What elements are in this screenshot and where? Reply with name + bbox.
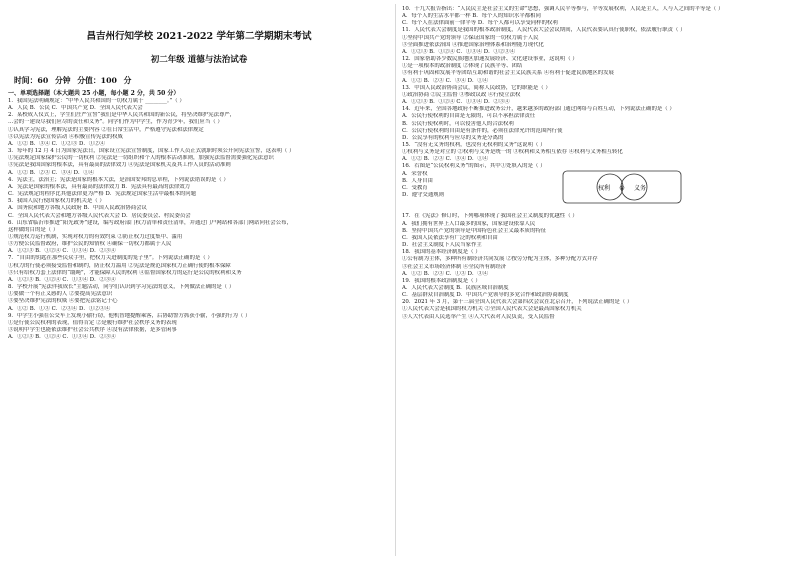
question-line: ①是行使公民权利的表现，值得肯定 ②是履行维护社会秩序义务的表现 <box>8 319 177 326</box>
question-16-option-a: A．荣誉权 <box>402 170 428 177</box>
question-line: ③以宪法为宪法宣传活动 ④积极宣传宪法的权威 <box>8 133 123 140</box>
question-line: A．人民代表大会制度 B．民族区域自治制度 <box>402 285 509 291</box>
question-line: 6．山东省临沂市推进“阳光政务”建设，编写政府部门权力清单和责任清单，并通过门户网站和各部门网站向社会公布， <box>8 219 292 226</box>
question-line: A．每个人的生活水平都一样 B．每个人的知识水平都相同 <box>402 13 541 20</box>
question-line: A．①②③ B．①②④ C．①③④ D．②③④ <box>8 276 116 283</box>
question-line: A．①② B．②③ C．③④ D．①④ <box>402 77 489 84</box>
question-line: ①规范权力运行机制，实现对权力的有效约束 ②防止权力过度集中、滥用 <box>8 233 183 240</box>
question-line: C．全国人民代表大会和地方各级人民代表大会 D．居民委员会、村民委员会 <box>8 212 191 219</box>
exam-title: 昌吉州行知学校 2021-2022 学年第二学期期末考试 <box>86 31 312 42</box>
question-line: D．社会主义制度下人民当家作主 <box>402 242 482 249</box>
question-line: A．宪法是国家的根本法，具有最高的法律效力 B．宪法具有最高的法律效力 <box>8 183 191 190</box>
question-line: 13．中国人民政治协商会议，简称人民政协，它的职能是（ ） <box>402 84 551 91</box>
right-question-lines-2 <box>402 213 784 320</box>
question-line: 4．宪法主，法治主；宪法是国家的根本大法，是治国安邦的总章程，下列说法错误的是（ ） <box>8 176 229 183</box>
right-column <box>402 6 784 321</box>
question-line: A．①② B．②③ C．③④ D．①④ <box>402 156 489 163</box>
question-line: 9．中学生小强在公交车上发现小偷行窃，他机智地提醒乘客，后协助警方抓获小偷，小强的行为（ ） <box>8 312 251 319</box>
question-line: ①宪法规定国家保护公民的一切权利 ②宪法是一切组织和个人的根本活动准则，加强宪法监督需要强化宪法意识 <box>8 155 274 162</box>
question-line: ③要坚决维护宪法的权威 ④要把宪法铭记于心 <box>8 298 118 305</box>
question-line: ①认真学习宪法，理解宪法的主要内容 ②在日常生活中，严格遵守宪法和法律规定 <box>8 126 204 133</box>
question-line: A．①② B．②③ C．③④ D．①④ <box>8 169 95 176</box>
question-line: 17．在《宪法》修订时，下列哪项体现了我国社会主义制度的优越性（ ） <box>402 213 578 220</box>
exam-meta: 时间：60 分钟 分值：100 分 <box>14 76 132 85</box>
question-line: 19．我国的根本政治制度是（ ） <box>402 277 481 284</box>
question-line: 8．学校开展“宪法伴我成长”主题活动，同学们认识到学习宪法的意义，下列做法正确的是（ ） <box>8 284 235 291</box>
question-line: A．①②③ B．①②④ C．①③④ D．②③④ <box>8 334 116 341</box>
question-line: ③有利于巩固和发展平等团结互助和谐的社会主义民族关系 ④有利于促进民族地区的发展 <box>402 70 614 77</box>
question-16 <box>402 163 784 213</box>
question-line: ①坚持中国共产党的领导 ②保证国家的一切权力属于人民 <box>402 34 539 41</box>
question-16-option-b: B．人身自由 <box>402 177 433 184</box>
question-16-option-d: D．遵守交通规则 <box>402 192 445 199</box>
question-line: B．公民行使权利时，可以侵害他人的合法权利 <box>402 120 514 127</box>
question-16-text: 16．右图是“公民权利义务”的图示，其中①处填入的是（ ） <box>402 163 546 170</box>
question-line: 18．我国的基本经济制度是（ ） <box>402 249 481 256</box>
question-line: 这样做的目的是（ ） <box>8 226 59 233</box>
question-line: A．①② B．③④ C．①②③ D．①②④ <box>8 140 105 147</box>
question-line: A．我们拥有世界上人口最多的国家，国家建设依靠人民 <box>402 220 536 227</box>
question-line: …会的一建设尽我们应尽的责任和义务”。同学们作为中学生，作为青少年，我们应当（ ） <box>8 119 223 126</box>
exam-subtitle: 初二年级 道德与法治试卷 <box>150 55 248 65</box>
question-line: ③宪法是我国国家的根本法，具有最高的法律效力 ④宪法是国家机关及其工作人员的活动准则 <box>8 162 231 169</box>
question-line: ①权力的行使必须接受监督和制约，防止权力滥用 ②宪法是规范国家权力正确行使的根本保障 <box>8 262 231 269</box>
question-line: ①要做一个有正义感的人 ②要提高宪法意识 <box>8 291 113 298</box>
diagram-left-label: 权利 <box>597 185 611 193</box>
question-16-option-c: C．受教育 <box>402 184 428 191</box>
question-line: 20．2021 年 3 月，第十三届全国人民代表大会第四次会议在北京召开，下列说法正确的是（ ） <box>402 299 633 306</box>
question-line: A．国务院和地方各级人民政府 B．中国人民政治协商会议 <box>8 205 147 212</box>
question-line: ③方便公民监督政府，维护公民的知情权 ④确保一切权力都属于人民 <box>8 241 172 248</box>
question-line: 12．国家帮助各少数民族地区加速发展经济、文化建设事业，这说明（ ） <box>402 56 578 63</box>
question-line: C．基层群众自治制度 D．中国共产党领导的多党合作和政治协商制度 <box>402 292 569 299</box>
question-line: A．①②③ B．①②④ C．①③④ D．②③④ <box>8 248 116 255</box>
question-line: ①权利与义务是对立的 ②权利与义务是统一的 ③权利和义务相互依存 ④权利与义务相互转化 <box>402 149 623 156</box>
question-line: 5．我国人民行使国家权力的机关是（ ） <box>8 198 105 205</box>
question-line: B．坚持中国共产党的领导是中国特色社会主义最本质的特征 <box>402 227 547 234</box>
question-line: 14．近年来，全国各地政府不断推进政务公开，越来越多的政府部门通过网络与百姓互动，下列说法正确的是（ ） <box>402 106 675 113</box>
question-line: ①人民代表大会是我国的权力机关 ②全国人民代表大会是最高国家权力机关 <box>402 306 582 313</box>
question-line: A．①② B．②③ C．①③ D．③④ <box>402 270 489 277</box>
question-line: 15．“没有无义务的权利，也没有无权利的义务”这说明（ ） <box>402 141 546 148</box>
question-line: ③社会主义市场经济体制 ④全民所有制经济 <box>402 263 507 270</box>
question-line: C．公民行使权利的自由是有条件的，必须在法律允许的范围内行使 <box>402 127 563 134</box>
diagram-right-label: 义务 <box>633 185 647 193</box>
question-line: 7．“自由的钥匙在那些民众手里，把权力关进制度的笼子里”。下列说法正确的是（ ） <box>8 255 213 262</box>
question-line: ③只有给权力套上法律的“缰绳”，才能保障人民的权利 ④监督国家权力的运行是公民的权利和义务 <box>8 269 242 276</box>
question-line: 10．十九大报告指出：“人民民主是社会主义的生命”思想，强调人民平等参与，平等发展权利，人民是主人，人与人之间的平等是（ ） <box>402 6 724 12</box>
question-line: C．宪法规定的程序比其他法律更为严格 D．宪法规定国家生活中最根本的问题 <box>8 191 197 198</box>
question-line: ③全面推进依法治国 ④推进国家治理体系和治理能力现代化 <box>402 41 544 48</box>
question-line: A．①②③ B．①②④ C．①③④ D．②③④ <box>402 99 510 106</box>
question-line: ①公有制为主体，多种所有制经济共同发展 ②按劳分配为主体，多种分配方式并存 <box>402 256 598 263</box>
question-line: ①政治协商 ②民主监督 ③参政议政 ④行使立法权 <box>402 91 521 98</box>
question-line: 1．我国宪法明确规定：“中华人民共和国的一切权力属于 ________。”（ ） <box>8 98 185 104</box>
question-line: A．①② B．①③ C．②③④ D．①②③④ <box>8 305 111 312</box>
column-divider <box>395 4 396 556</box>
question-line: ③人大代表由人民选举产生 ④人大代表对人民负责，受人民监督 <box>402 313 555 320</box>
question-line: D．公民享有的权利与应尽的义务是分离的 <box>402 134 504 141</box>
question-line: A．人民 B．公民 C．中国共产党 D．全国人民代表大会 <box>8 105 143 112</box>
question-line: C．每个人在法律面前一律平等 D．每个人都可以享受同样的权利 <box>402 20 558 27</box>
question-line: A．公民行使权利的自由是无限的，可以不承担法律责任 <box>402 113 536 120</box>
diagram-center-label: ① <box>619 185 625 193</box>
question-line: ①是一项根本的政治制度 ②体现了民族平等、团结 <box>402 63 523 70</box>
left-column <box>8 6 390 341</box>
right-question-lines <box>402 6 784 163</box>
left-question-lines <box>8 98 390 341</box>
question-line: 3．每年的 12 月 4 日为国家宪法日，国家设立宪法宣誓制度，国家工作人员正式就职时须公开向宪法宣誓，这表明（ ） <box>8 148 295 155</box>
section-heading: 一、单项选择题（本大题共 25 小题，每小题 2 分，共 50 分） <box>8 90 180 97</box>
question-line: ③说明中学生也能依法维护社会公共秩序 ④没有法律依据，是多管闲事 <box>8 327 177 333</box>
question-line: 11．人民代表大会制度是我国的根本政治制度，人民代表大会会议期间，人民代表要认真行使职权，依法履行职责（ ） <box>402 27 686 34</box>
rights-duties-diagram <box>562 169 682 205</box>
question-line: 2．某校成人仪式上，学生们庄严宣誓“我们是中华人民共和国的新公民，将坚决维护宪法尊严， <box>8 112 236 119</box>
question-line: A．①②③ B．①②④ C．①③④ D．①②③④ <box>402 48 516 55</box>
question-line: C．我国人民依法享有广泛的权利和自由 <box>402 234 498 241</box>
